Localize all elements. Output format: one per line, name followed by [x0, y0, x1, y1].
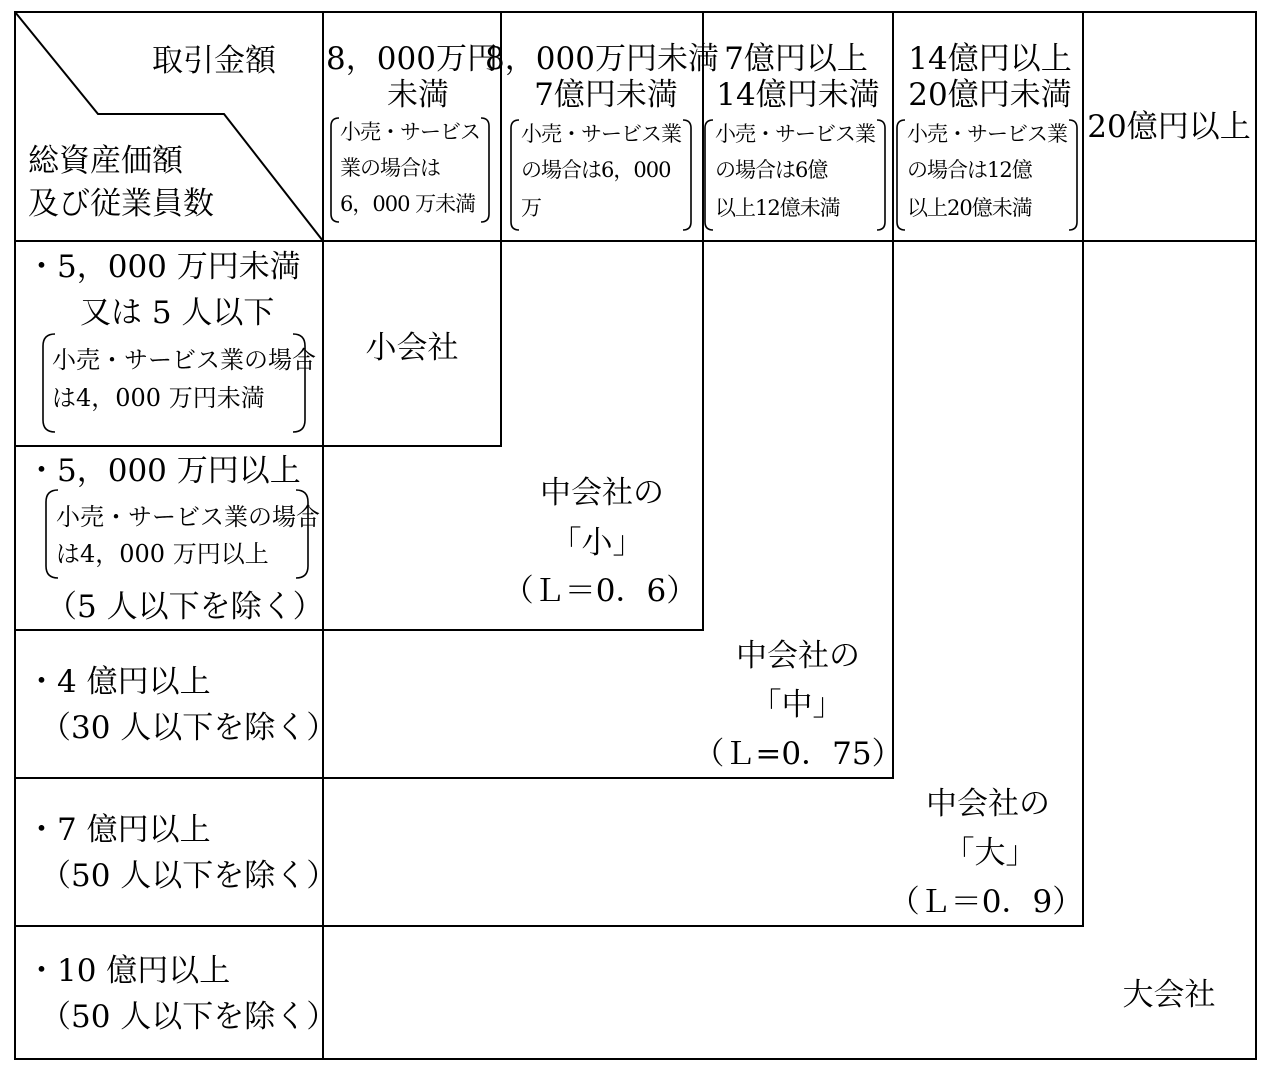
- column-header-1-line1: 8，000万円: [326, 41, 498, 77]
- column-header-4-note-1: 小売・サービス業: [907, 122, 1067, 146]
- region-medium-mid-line1: 中会社の: [736, 638, 860, 674]
- header-corner-bottom-label-1: 総資産価額: [28, 143, 183, 179]
- row-1-line2: 又は 5 人以下: [80, 295, 275, 331]
- column-header-2-note-3: 万: [521, 196, 541, 220]
- row-2-note-1: 小売・サービス業の場合: [56, 503, 320, 531]
- row-3-line1: ・4 億円以上: [26, 664, 211, 700]
- column-header-5-line1: 20億円以上: [1087, 109, 1251, 145]
- column-header-2-line1: 8，000万円未満: [485, 41, 719, 77]
- row-2-line2: （5 人以下を除く）: [46, 589, 324, 625]
- row-5-line1: ・10 億円以上: [26, 953, 231, 989]
- header-corner-bottom-label-2: 及び従業員数: [28, 186, 214, 222]
- column-header-2-line2: 7億円未満: [534, 77, 678, 113]
- column-header-1-line2: 未満: [387, 77, 449, 113]
- region-small-company: 小会社: [365, 330, 459, 366]
- column-header-2-note-2: の場合は6，000: [521, 158, 671, 182]
- region-medium-small-line2: 「小」: [550, 525, 644, 561]
- row-4-line1: ・7 億円以上: [26, 812, 211, 848]
- region-medium-large-line1: 中会社の: [926, 786, 1050, 822]
- region-large-company: 大会社: [1122, 977, 1216, 1013]
- row-1-note-2: は4，000 万円未満: [52, 384, 265, 412]
- column-header-1-note-3: 6，000 万未満: [340, 192, 476, 216]
- row-2-note-2: は4，000 万円以上: [56, 540, 269, 568]
- column-header-1-note-1: 小売・サービス: [340, 120, 480, 144]
- column-header-4-line1: 14億円以上: [908, 41, 1072, 77]
- column-header-3-note-1: 小売・サービス業: [715, 122, 875, 146]
- row-4-line2: （50 人以下を除く）: [40, 858, 338, 894]
- region-medium-small-line1: 中会社の: [540, 475, 664, 511]
- column-header-1-note-2: 業の場合は: [340, 156, 440, 180]
- row-5-line2: （50 人以下を除く）: [40, 999, 338, 1035]
- row-2-line1: ・5，000 万円以上: [26, 453, 301, 489]
- column-header-4-note-2: の場合は12億: [907, 158, 1032, 182]
- region-medium-large-line3: （Ｌ＝0．9）: [888, 884, 1084, 920]
- row-1-note-1: 小売・サービス業の場合: [52, 346, 316, 374]
- column-header-3-note-3: 以上12億未満: [715, 196, 840, 220]
- region-medium-small-line3: （Ｌ＝0．6）: [502, 573, 698, 609]
- column-header-3-note-2: の場合は6億: [715, 158, 828, 182]
- column-header-2-note-1: 小売・サービス業: [521, 122, 681, 146]
- region-medium-mid-line2: 「中」: [750, 687, 844, 723]
- header-corner-top-label: 取引金額: [152, 43, 276, 79]
- column-header-3-line2: 14億円未満: [716, 77, 880, 113]
- row-3-line2: （30 人以下を除く）: [40, 710, 338, 746]
- column-header-4-line2: 20億円未満: [908, 77, 1072, 113]
- row-1-line1: ・5，000 万円未満: [26, 249, 301, 285]
- column-header-3-line1: 7億円以上: [724, 41, 868, 77]
- region-medium-large-line2: 「大」: [943, 835, 1037, 871]
- column-header-4-note-3: 以上20億未満: [907, 196, 1032, 220]
- region-medium-mid-line3: （Ｌ=0．75）: [693, 736, 903, 772]
